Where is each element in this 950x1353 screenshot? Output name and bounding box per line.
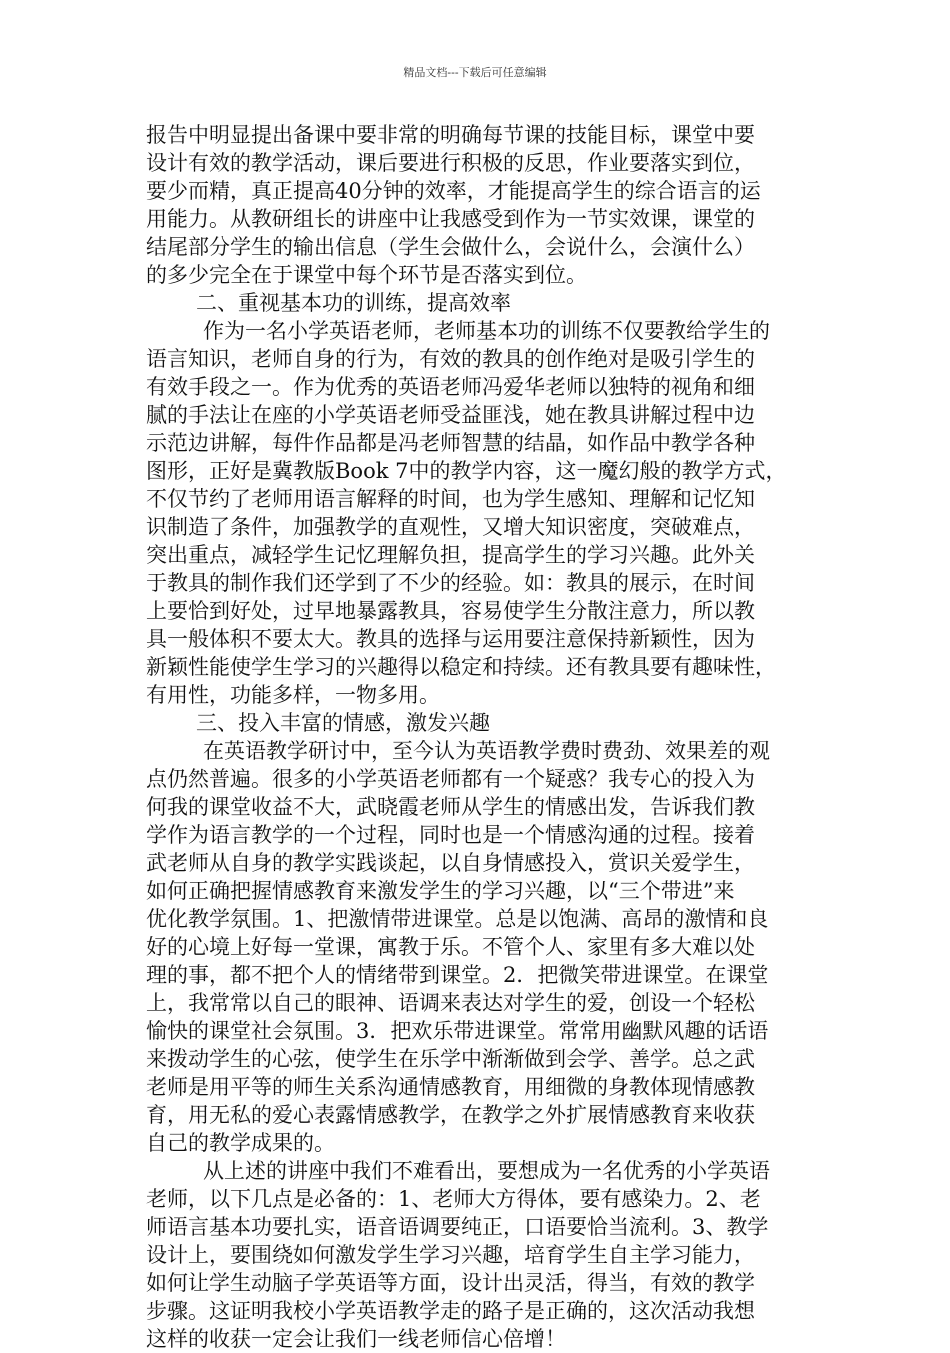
text-line: 老师，以下几点是必备的：1、老师大方得体，要有感染力。2、老 (146, 1187, 761, 1211)
text-line: 有效手段之一。作为优秀的英语老师冯爱华老师以独特的视角和细 (146, 375, 755, 399)
text-line: 设计上，要围绕如何激发学生学习兴趣，培育学生自主学习能力， (146, 1243, 755, 1267)
text-line: 这样的收获一定会让我们一线老师信心倍增！ (146, 1327, 566, 1351)
text-line: 结尾部分学生的输出信息（学生会做什么，会说什么，会演什么） (146, 235, 755, 259)
text-line: 突出重点，减轻学生记忆理解负担，提高学生的学习兴趣。此外关 (146, 543, 755, 567)
document-body (146, 121, 810, 1353)
text-line: 在英语教学研讨中，至今认为英语教学费时费劲、效果差的观 (203, 739, 770, 763)
text-line: 步骤。这证明我校小学英语教学走的路子是正确的，这次活动我想 (146, 1299, 755, 1323)
text-line: 具一般体积不要太大。教具的选择与运用要注意保持新颖性，因为 (146, 627, 755, 651)
text-line: 的多少完全在于课堂中每个环节是否落实到位。 (146, 263, 587, 287)
text-line: 作为一名小学英语老师，老师基本功的训练不仅要教给学生的 (203, 319, 770, 343)
text-line: 优化教学氛围。1、把激情带进课堂。总是以饱满、高昂的激情和良 (146, 907, 769, 931)
text-line: 好的心境上好每一堂课，寓教于乐。不管个人、家里有多大难以处 (146, 935, 755, 959)
text-line: 学作为语言教学的一个过程，同时也是一个情感沟通的过程。接着 (146, 823, 755, 847)
text-line: 于教具的制作我们还学到了不少的经验。如：教具的展示，在时间 (146, 571, 755, 595)
text-line: 上要恰到好处，过早地暴露教具，容易使学生分散注意力，所以教 (146, 599, 755, 623)
text-line: 语言知识，老师自身的行为，有效的教具的创作绝对是吸引学生的 (146, 347, 755, 371)
text-line: 报告中明显提出备课中要非常的明确每节课的技能目标，课堂中要 (146, 123, 755, 147)
text-line: 愉快的课堂社会氛围。3．把欢乐带进课堂。常常用幽默风趣的话语 (146, 1019, 769, 1043)
text-line: 要少而精，真正提高40分钟的效率，才能提高学生的综合语言的运 (146, 179, 761, 203)
section-heading: 三、投入丰富的情感，激发兴趣 (196, 711, 490, 735)
text-line: 点仍然普遍。很多的小学英语老师都有一个疑惑？我专心的投入为 (146, 767, 755, 791)
text-line: 育，用无私的爱心表露情感教学，在教学之外扩展情感教育来收获 (146, 1103, 755, 1127)
text-line: 设计有效的教学活动，课后要进行积极的反思，作业要落实到位， (146, 151, 755, 175)
text-line: 如何让学生动脑子学英语等方面，设计出灵活，得当，有效的教学 (146, 1271, 755, 1295)
text-line: 腻的手法让在座的小学英语老师受益匪浅，她在教具讲解过程中边 (146, 403, 755, 427)
text-line: 何我的课堂收益不大，武晓霞老师从学生的情感出发，告诉我们教 (146, 795, 755, 819)
text-line: 师语言基本功要扎实，语音语调要纯正，口语要恰当流利。3、教学 (146, 1215, 769, 1239)
text-line: 上，我常常以自己的眼神、语调来表达对学生的爱，创设一个轻松 (146, 991, 755, 1015)
text-line: 理的事，都不把个人的情绪带到课堂。2．把微笑带进课堂。在课堂 (146, 963, 769, 987)
text-line: 自己的教学成果的。 (146, 1131, 335, 1155)
text-line: 图形，正好是冀教版Book 7中的教学内容，这一魔幻般的教学方式， (146, 459, 787, 483)
text-line: 不仅节约了老师用语言解释的时间，也为学生感知、理解和记忆知 (146, 487, 755, 511)
section-heading: 二、重视基本功的训练，提高效率 (196, 291, 511, 315)
text-line: 用能力。从教研组长的讲座中让我感受到作为一节实效课，课堂的 (146, 207, 755, 231)
text-line: 从上述的讲座中我们不难看出，要想成为一名优秀的小学英语 (203, 1159, 770, 1183)
text-line: 新颖性能使学生学习的兴趣得以稳定和持续。还有教具要有趣味性， (146, 655, 776, 679)
text-line: 老师是用平等的师生关系沟通情感教育，用细微的身教体现情感教 (146, 1075, 755, 1099)
text-line: 武老师从自身的教学实践谈起，以自身情感投入，赏识关爱学生， (146, 851, 755, 875)
text-line: 识制造了条件，加强教学的直观性，又增大知识密度，突破难点， (146, 515, 755, 539)
text-line: 示范边讲解，每件作品都是冯老师智慧的结晶，如作品中教学各种 (146, 431, 755, 455)
page-header: 精品文档---下载后可任意编辑 (403, 66, 547, 79)
text-line: 如何正确把握情感教育来激发学生的学习兴趣，以“三个带进”来 (146, 879, 735, 903)
text-line: 来拨动学生的心弦，使学生在乐学中渐渐做到会学、善学。总之武 (146, 1047, 755, 1071)
text-line: 有用性，功能多样，一物多用。 (146, 683, 440, 707)
